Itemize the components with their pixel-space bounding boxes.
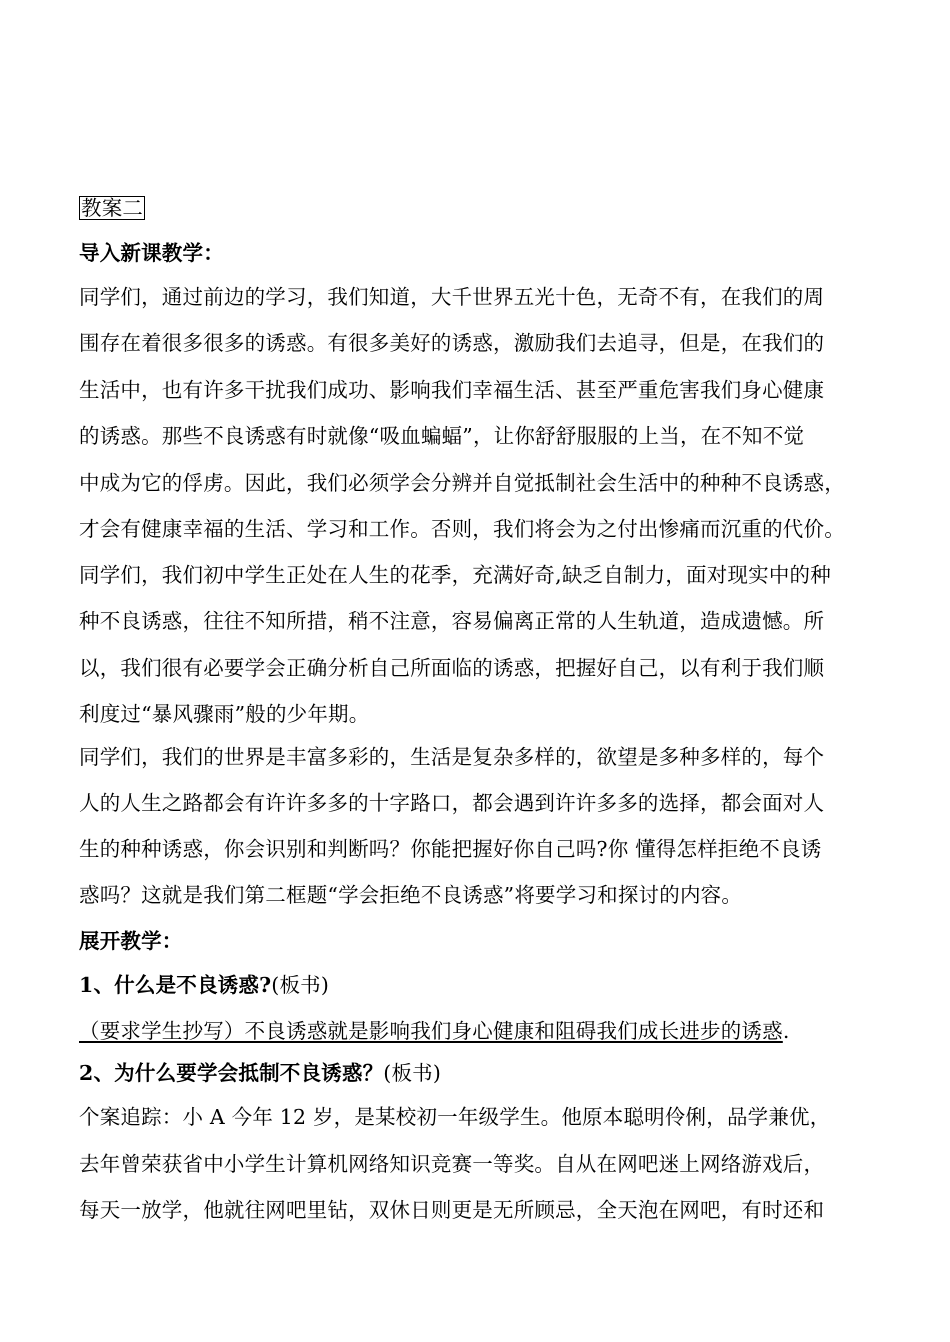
paragraph-line: 去年曾荣获省中小学生计算机网络知识竞赛一等奖。自从在网吧迷上网络游戏后，: [79, 1152, 825, 1176]
paragraph-line: 利度过“暴风骤雨”般的少年期。: [79, 702, 370, 726]
question-2: [79, 1060, 879, 1086]
paragraph-line: 的诱惑。那些不良诱惑有时就像“吸血蝙蝠”，让你舒舒服服的上当，在不知不觉: [79, 424, 805, 448]
question-1: [79, 972, 879, 998]
paragraph-line: 同学们，通过前边的学习，我们知道，大千世界五光十色，无奇不有，在我们的周: [79, 285, 825, 309]
question-2-title: 2、为什么要学会抵制不良诱惑？: [79, 1061, 384, 1085]
heading-intro: 导入新课教学：: [79, 241, 224, 265]
question-2-note: (板书): [383, 1061, 442, 1085]
question-1-title: 1、什么是不良诱惑?: [79, 973, 272, 997]
paragraph-line: 同学们，我们初中学生正处在人生的花季，充满好奇,缺乏自制力，面对现实中的种: [79, 563, 831, 587]
question-1-answer-text: （要求学生抄写）不良诱惑就是影响我们身心健康和阻碍我们成长进步的诱惑: [79, 1019, 783, 1043]
lesson-title-box: 教案二: [81, 196, 144, 220]
paragraph-line: 种不良诱惑，往往不知所措，稍不注意，容易偏离正常的人生轨道，造成遗憾。所: [79, 609, 825, 633]
paragraph-line: 以，我们很有必要学会正确分析自己所面临的诱惑，把握好自己，以有利于我们顺: [79, 656, 825, 680]
paragraph-line: 惑吗？这就是我们第二框题“学会拒绝不良诱惑”将要学习和探讨的内容。: [79, 883, 743, 907]
paragraph-line: 中成为它的俘虏。因此，我们必须学会分辨并自觉抵制社会生活中的种种不良诱惑，: [79, 471, 845, 495]
paragraph-line: 生活中，也有许多干扰我们成功、影响我们幸福生活、甚至严重危害我们身心健康: [79, 378, 825, 402]
paragraph-line: 同学们，我们的世界是丰富多彩的，生活是复杂多样的，欲望是多种多样的，每个: [79, 745, 825, 769]
heading-expand: 展开教学：: [79, 929, 183, 953]
paragraph-line: 人的人生之路都会有许许多多的十字路口，都会遇到许许多多的选择，都会面对人: [79, 791, 825, 815]
question-1-answer-period: .: [782, 1019, 790, 1043]
lesson-title: [79, 195, 879, 221]
paragraph-line: 生的种种诱惑，你会识别和判断吗？你能把握好你自己吗?你 懂得怎样拒绝不良诱: [79, 837, 822, 861]
paragraph-line: 围存在着很多很多的诱惑。有很多美好的诱惑，激励我们去追寻，但是，在我们的: [79, 331, 825, 355]
question-1-answer: [79, 1018, 879, 1044]
question-1-note: (板书): [271, 973, 330, 997]
paragraph-line: 每天一放学，他就往网吧里钻，双休日则更是无所顾忌，全天泡在网吧，有时还和: [79, 1198, 825, 1222]
paragraph-line: 才会有健康幸福的生活、学习和工作。否则，我们将会为之付出惨痛而沉重的代价。: [79, 517, 845, 541]
paragraph-line: 个案追踪：小 A 今年 12 岁，是某校初一年级学生。他原本聪明伶俐，品学兼优，: [79, 1105, 831, 1129]
